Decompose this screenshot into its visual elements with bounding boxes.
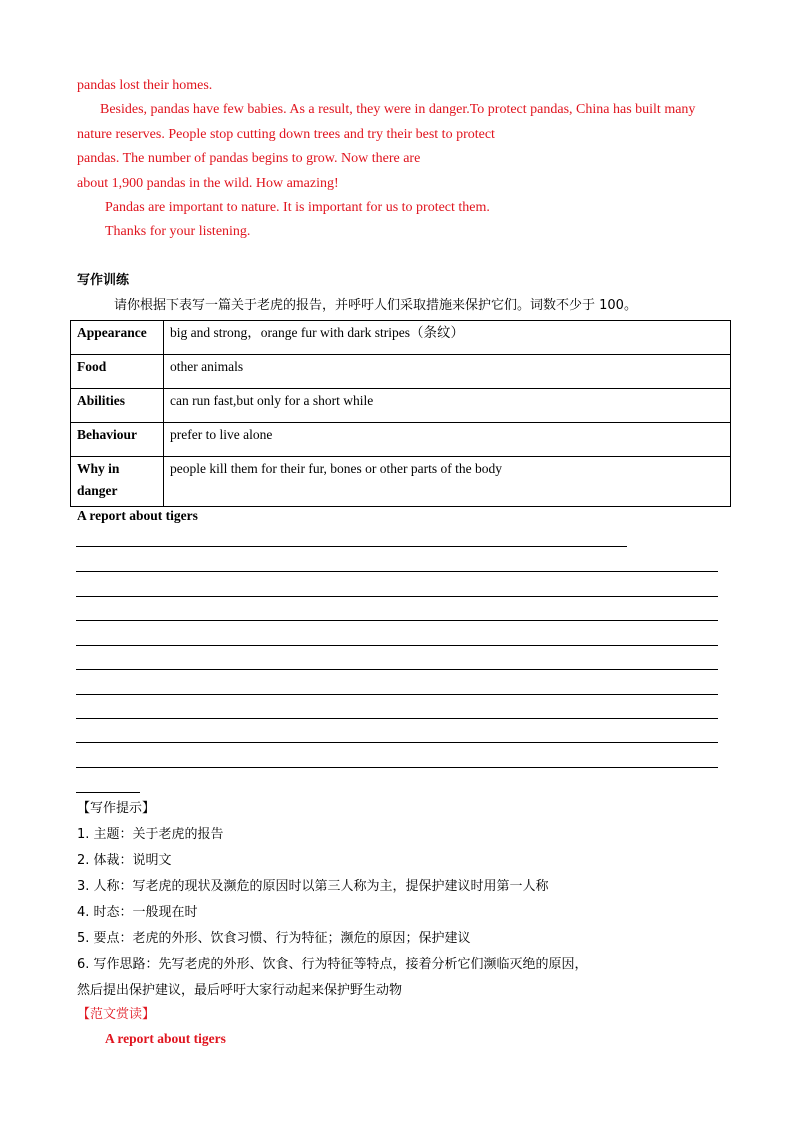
table-key-cell: Behaviour bbox=[71, 423, 164, 457]
writing-line bbox=[76, 767, 718, 768]
essay-line-5: about 1,900 pandas in the wild. How amazing! bbox=[77, 176, 339, 191]
model-title: A report about tigers bbox=[105, 1031, 226, 1046]
essay-line-6: Pandas are important to nature. It is important for us to protect them. bbox=[105, 200, 490, 215]
writing-line bbox=[76, 596, 718, 597]
essay-line-4: pandas. The number of pandas begins to grow. Now there are bbox=[77, 151, 421, 166]
report-title: A report about tigers bbox=[77, 508, 198, 523]
table-key-cell bbox=[71, 457, 164, 507]
writing-line bbox=[76, 694, 718, 695]
section-separator bbox=[76, 792, 140, 793]
table-row bbox=[71, 355, 731, 389]
hint-item: 2. 体裁：说明文 bbox=[77, 853, 172, 868]
table-key-cell: Appearance bbox=[71, 321, 164, 355]
table-value-cell: prefer to live alone bbox=[164, 423, 731, 457]
writing-line bbox=[76, 669, 718, 670]
writing-line bbox=[76, 645, 718, 646]
table-row bbox=[71, 389, 731, 423]
table-row bbox=[71, 457, 731, 507]
table-row bbox=[71, 321, 731, 355]
table-key-cell: Food bbox=[71, 355, 164, 389]
table-value-cell: can run fast,but only for a short while bbox=[164, 389, 731, 423]
hint-item: 1. 主题：关于老虎的报告 bbox=[77, 827, 224, 842]
writing-line bbox=[76, 571, 718, 572]
writing-line bbox=[76, 718, 718, 719]
hint-item: 然后提出保护建议，最后呼吁大家行动起来保护野生动物 bbox=[77, 983, 403, 998]
table-value-cell: big and strong，orange fur with dark stripes（条纹） bbox=[164, 321, 731, 355]
table-value-cell: other animals bbox=[164, 355, 731, 389]
essay-line-2: Besides, pandas have few babies. As a result, they were in danger.To protect pandas, China has built many bbox=[100, 102, 696, 117]
training-heading: 写作训练 bbox=[77, 273, 130, 288]
table-key-line: Why in bbox=[77, 461, 120, 476]
writing-line bbox=[76, 620, 718, 621]
tiger-info-table bbox=[70, 320, 731, 507]
essay-line-3: nature reserves. People stop cutting down trees and try their best to protect bbox=[77, 127, 495, 142]
hint-item: 3. 人称：写老虎的现状及濒危的原因时以第三人称为主，提保护建议时用第一人称 bbox=[77, 879, 549, 894]
hints-heading: 【写作提示】 bbox=[77, 801, 156, 816]
hint-item: 4. 时态：一般现在时 bbox=[77, 905, 198, 920]
hint-item: 5. 要点：老虎的外形、饮食习惯、行为特征；濒危的原因；保护建议 bbox=[77, 931, 471, 946]
model-heading: 【范文赏读】 bbox=[77, 1007, 156, 1022]
writing-line bbox=[76, 742, 718, 743]
table-row bbox=[71, 423, 731, 457]
essay-line-7: Thanks for your listening. bbox=[105, 224, 251, 239]
table-value-cell: people kill them for their fur, bones or other parts of the body bbox=[164, 457, 731, 507]
hint-item: 6. 写作思路：先写老虎的外形、饮食、行为特征等特点，接着分析它们濒临灭绝的原因， bbox=[77, 957, 588, 972]
table-key-line: danger bbox=[77, 483, 118, 498]
table-key-cell: Abilities bbox=[71, 389, 164, 423]
essay-line-1: pandas lost their homes. bbox=[77, 78, 213, 93]
training-instruction: 请你根据下表写一篇关于老虎的报告，并呼吁人们采取措施来保护它们。词数不少于 100。 bbox=[114, 298, 637, 313]
writing-line bbox=[76, 546, 627, 547]
